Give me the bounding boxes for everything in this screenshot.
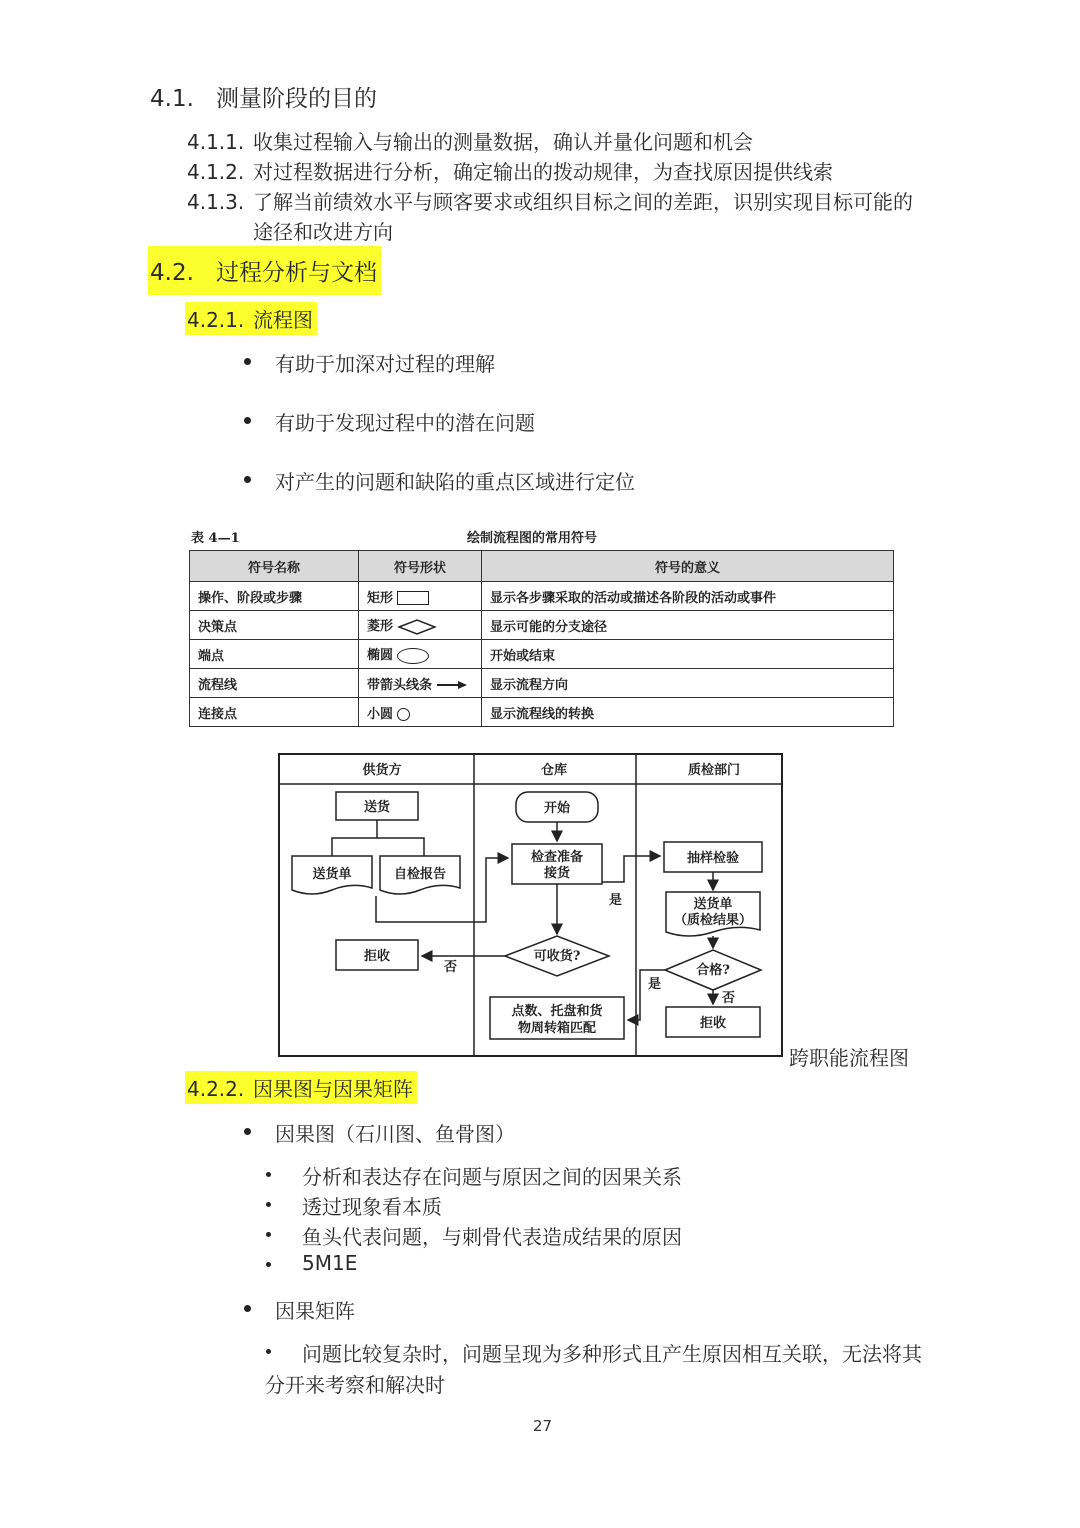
- node-qc-note-label-2: （质检结果）: [673, 913, 753, 928]
- node-deliver-label: 送货: [363, 800, 391, 815]
- section-4-2-heading: 4.2. 过程分析与文档: [148, 246, 381, 295]
- table-cell: 端点: [190, 640, 359, 669]
- sub-bullet-item: 鱼头代表问题，与刺骨代表造成结果的原因: [302, 1225, 682, 1249]
- oval-shape-icon: [397, 648, 429, 664]
- item-4-1-3-cont: 途径和改进方向: [253, 220, 393, 244]
- symbol-table: [189, 550, 894, 727]
- bullet-item: 有助于发现过程中的潜在问题: [275, 411, 535, 435]
- bullet-item: 因果图（石川图、鱼骨图）: [275, 1122, 515, 1146]
- sub-bullet-dot: [266, 1262, 271, 1267]
- bullet-item: 对产生的问题和缺陷的重点区域进行定位: [275, 470, 635, 494]
- table-header: 符号名称: [190, 551, 359, 582]
- node-check-prepare-label-1: 检查准备: [530, 850, 584, 865]
- table-row: [190, 669, 894, 698]
- bullet-item: 有助于加深对过程的理解: [275, 352, 495, 376]
- label-no-1: 否: [444, 960, 458, 975]
- table-row: [190, 582, 894, 611]
- node-qc-note-label-1: 送货单: [693, 897, 733, 912]
- table-label: 表 4—1: [191, 531, 240, 546]
- table-cell: 小圆: [359, 698, 482, 727]
- node-reject-1-label: 拒收: [363, 949, 391, 964]
- sub-bullet-dot: [266, 1349, 271, 1354]
- table-cell: 开始或结束: [482, 640, 894, 669]
- node-check-prepare-label-2: 接货: [543, 866, 571, 881]
- table-row: [190, 698, 894, 727]
- table-cell: 连接点: [190, 698, 359, 727]
- node-can-receive-label: 可收货?: [533, 949, 581, 964]
- item-4-1-1: 4.1.1. 收集过程输入与输出的测量数据，确认并量化问题和机会: [187, 130, 753, 154]
- bullet-dot: [244, 476, 251, 483]
- sub-bullet-item: 5M1E: [302, 1251, 358, 1275]
- circle-shape-icon: [397, 708, 410, 721]
- diamond-shape-icon: [397, 619, 437, 635]
- node-self-check-label: 自检报告: [393, 867, 447, 882]
- table-header: 符号的意义: [482, 551, 894, 582]
- table-cell: 流程线: [190, 669, 359, 698]
- table-cell: 显示流程线的转换: [482, 698, 894, 727]
- label-yes-2: 是: [648, 977, 662, 992]
- bullet-dot: [244, 417, 251, 424]
- table-cell: 显示各步骤采取的活动或描述各阶段的活动或事件: [482, 582, 894, 611]
- table-cell: 带箭头线条: [359, 669, 482, 698]
- table-title: 绘制流程图的常用符号: [467, 531, 598, 546]
- subsection-4-2-1-heading: 4.2.1. 流程图: [185, 302, 317, 335]
- node-start-label: 开始: [543, 801, 571, 816]
- table-cell: 显示流程方向: [482, 669, 894, 698]
- sub-bullet-item: 透过现象看本质: [302, 1195, 442, 1219]
- section-4-1-heading: 4.1. 测量阶段的目的: [150, 86, 377, 112]
- table-cell: 显示可能的分支途径: [482, 611, 894, 640]
- bullet-item: 因果矩阵: [275, 1299, 355, 1323]
- bullet-dot: [244, 1305, 251, 1312]
- node-qualified-label: 合格?: [696, 963, 730, 978]
- rectangle-shape-icon: [397, 591, 429, 605]
- node-delivery-note-label: 送货单: [312, 867, 352, 882]
- sub-bullet-dot: [266, 1232, 271, 1237]
- table-cell: 决策点: [190, 611, 359, 640]
- node-count-match-label-1: 点数、托盘和货: [511, 1004, 603, 1019]
- table-header: 符号形状: [359, 551, 482, 582]
- table-cell: 椭圆: [359, 640, 482, 669]
- lane-header-qc: 质检部门: [687, 763, 741, 778]
- sub-bullet-item: 分析和表达存在问题与原因之间的因果关系: [302, 1165, 682, 1189]
- sub-bullet-dot: [266, 1202, 271, 1207]
- sub-bullet-item: 问题比较复杂时，问题呈现为多种形式且产生原因相互关联，无法将其: [302, 1342, 922, 1366]
- item-4-1-3: 4.1.3. 了解当前绩效水平与顾客要求或组织目标之间的差距，识别实现目标可能的: [187, 190, 913, 214]
- label-yes-1: 是: [609, 893, 623, 908]
- bullet-dot: [244, 358, 251, 365]
- lane-header-warehouse: 仓库: [540, 763, 568, 778]
- label-no-2: 否: [722, 991, 736, 1006]
- item-4-1-2: 4.1.2. 对过程数据进行分析，确定输出的拨动规律，为查找原因提供线索: [187, 160, 833, 184]
- node-sample-label: 抽样检验: [686, 851, 740, 866]
- sub-bullet-item-cont: 分开来考察和解决时: [265, 1373, 445, 1397]
- table-cell: 菱形: [359, 611, 482, 640]
- subsection-4-2-2-heading: 4.2.2. 因果图与因果矩阵: [185, 1071, 417, 1104]
- cross-functional-flowchart: [276, 752, 786, 1062]
- table-row: [190, 611, 894, 640]
- bullet-dot: [244, 1128, 251, 1135]
- lane-header-supplier: 供货方: [362, 763, 402, 778]
- node-reject-2-label: 拒收: [699, 1016, 727, 1031]
- table-cell: 矩形: [359, 582, 482, 611]
- page-number: 27: [533, 1417, 553, 1435]
- flowchart-caption: 跨职能流程图: [789, 1046, 909, 1070]
- table-row: [190, 640, 894, 669]
- table-cell: 操作、阶段或步骤: [190, 582, 359, 611]
- node-count-match-label-2: 物周转箱匹配: [517, 1021, 597, 1036]
- arrow-shape-icon: [436, 679, 468, 691]
- sub-bullet-dot: [266, 1172, 271, 1177]
